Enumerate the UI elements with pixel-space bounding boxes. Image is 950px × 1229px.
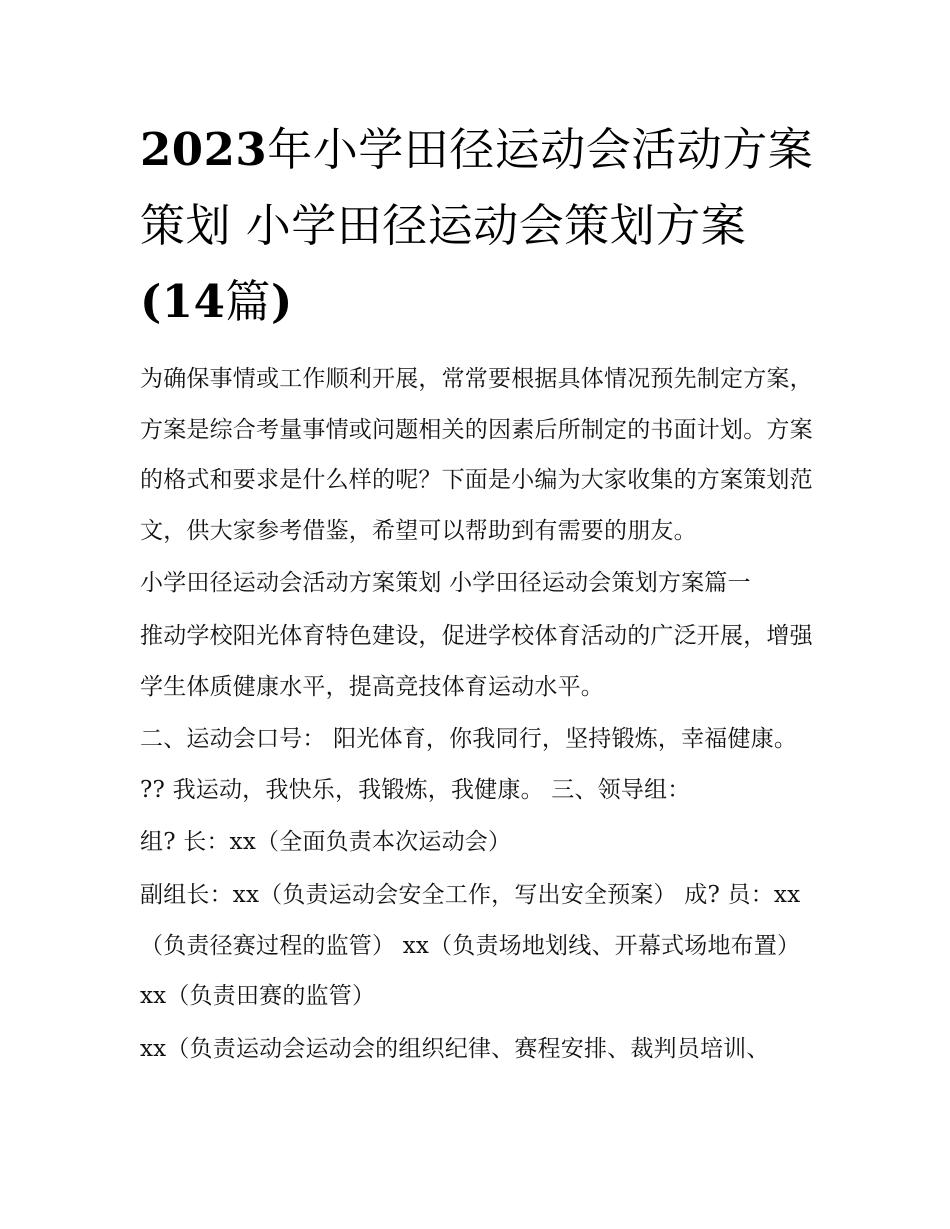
paragraph-leader: 组? 长：xx（全面负责本次运动会） [140,829,512,856]
paragraph-slogan: 二、运动会口号： 阳光体育，你我同行，坚持锻炼，幸福健康。 ?? 我运动，我快乐，我锻炼，我健康。 三、领导组： [140,726,798,803]
paragraph-purpose: 推动学校阳光体育特色建设，促进学校体育活动的广泛开展，增强学生体质健康水平，提高竞技体育运动水平。 [140,622,813,700]
document-title: 2023年小学田径运动会活动方案策划 小学田径运动会策划方案(14篇) [140,123,814,328]
document-page [140,112,820,1076]
paragraph-section-heading: 小学田径运动会活动方案策划 小学田径运动会策划方案篇一 [140,570,751,597]
paragraph-members: 副组长：xx（负责运动会安全工作，写出安全预案） 成? 员：xx（负责径赛过程的监管） xx（负责场地划线、开幕式场地布置） xx（负责田赛的监管） [140,881,801,1010]
document-body [140,354,820,1074]
paragraph-discipline: xx（负责运动会运动会的组织纪律、赛程安排、裁判员培训、 [140,1035,770,1062]
paragraph-intro: 为确保事情或工作顺利开展，常常要根据具体情况预先制定方案，方案是综合考量事情或问题相关的因素后所制定的书面计划。方案的格式和要求是什么样的呢？下面是小编为大家收集的方案策划范文，供大家参考借鉴，希望可以帮助到有需要的朋友。 [140,366,813,544]
